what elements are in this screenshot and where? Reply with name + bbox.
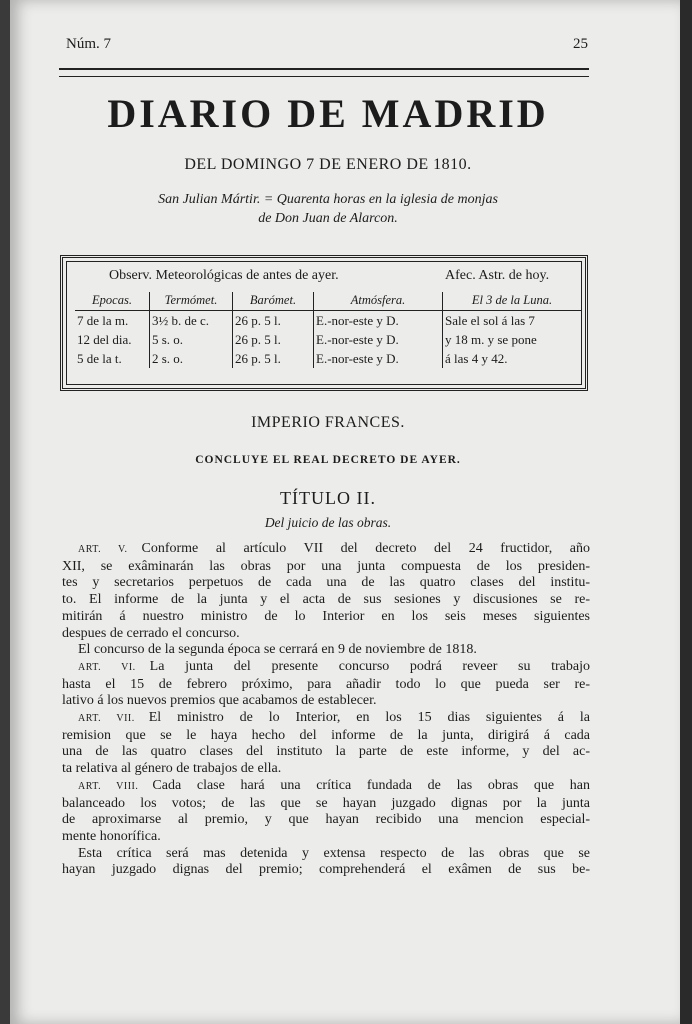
table-row (75, 330, 581, 349)
cell: á las 4 y 42. (443, 349, 582, 368)
page-number: 25 (573, 36, 588, 52)
line-text: tes y secretarios perpetuos de cada una de las quatro clases del institu- (62, 575, 590, 591)
text-line (62, 796, 590, 813)
cell: 12 del dia. (77, 332, 132, 347)
line-text: Conforme al artículo VII del decreto del 24 fructidor, año (141, 541, 590, 556)
text-line (62, 609, 590, 626)
text-line (62, 812, 590, 829)
line-text: El concurso de la segunda época se cerrará en 9 de noviembre de 1818. (78, 642, 477, 658)
section-heading: IMPERIO FRANCES. (251, 414, 405, 431)
line-text: ta relativa al género de trabajos de ella. (62, 761, 282, 777)
line-text: mitirán á nuestro ministro de lo Interior en los seis meses siguientes (62, 608, 590, 624)
saint-line-1: San Julian Mártir. = Quarenta horas en la iglesia de monjas (158, 192, 498, 207)
text-line (62, 541, 590, 559)
text-line (62, 677, 590, 694)
text-line (62, 710, 590, 728)
table-row (75, 349, 581, 368)
text-line (62, 575, 590, 592)
cell: y 18 m. y se pone (443, 330, 582, 349)
line-text: de aproximarse al premio, y que hayan recibido una mencion especial- (62, 812, 590, 828)
text-line (62, 728, 590, 745)
cell: E.-nor-este y D. (314, 330, 443, 349)
weather-heading (67, 268, 581, 288)
page-edge (680, 0, 692, 1024)
weather-table (75, 292, 581, 368)
col-atmosfera: Atmósfera. (314, 292, 443, 311)
line-text: La junta del presente concurso podrá reveer su trabajo (149, 658, 590, 674)
text-line (62, 744, 590, 761)
cell: 5 de la t. (77, 351, 122, 366)
cell: 7 de la m. (77, 313, 129, 328)
weather-heading-left: Observ. Meteorológicas de antes de ayer. (109, 268, 339, 283)
line-text: despues de cerrado el concurso. (62, 625, 240, 641)
cell: 26 p. 5 l. (233, 349, 314, 368)
saint-line-2: de Don Juan de Alarcon. (258, 211, 398, 226)
text-line (62, 862, 590, 879)
header-rule (59, 68, 589, 77)
subtitle-heading: Del juicio de las obras. (264, 515, 392, 530)
text-line (62, 761, 590, 778)
line-text: lativo á los nuevos premios que acabamos de establecer. (62, 693, 377, 709)
line-text: XII, se exâminarán las obras por una junta compuesta de los presiden- (62, 558, 590, 574)
col-epocas: Epocas. (75, 292, 150, 311)
line-text: Cada clase hará una crítica fundada de las obras que han (152, 777, 590, 793)
article-label: ART. VII. (78, 713, 135, 725)
newspaper-page (10, 0, 680, 1024)
col-luna: El 3 de la Luna. (443, 292, 582, 311)
text-line (62, 846, 590, 863)
line-text: mente honorífica. (62, 828, 161, 844)
masthead-title: DIARIO DE MADRID (107, 91, 549, 136)
issue-date: DEL DOMINGO 7 DE ENERO DE 1810. (184, 156, 472, 173)
title-heading: TÍTULO II. (280, 488, 376, 508)
article-label: ART. VIII. (78, 780, 139, 792)
weather-table-box (60, 255, 588, 391)
line-text: balanceado los votos; de las que se hayan juzgado dignas por la junta (62, 795, 590, 811)
cell: 26 p. 5 l. (233, 330, 314, 349)
weather-heading-right: Afec. Astr. de hoy. (445, 268, 550, 283)
cell: 2 s. o. (150, 349, 233, 368)
article-body (62, 541, 590, 879)
text-line (62, 693, 590, 710)
saint-of-day (70, 190, 586, 228)
article-label: ART. VI. (78, 661, 136, 673)
cell: E.-nor-este y D. (314, 311, 443, 331)
text-line (62, 829, 590, 846)
line-text: hayan juzgado dignas del premio; comprehenderá el exâmen de sus be- (62, 862, 590, 878)
text-line (62, 659, 590, 677)
line-text: remision que se le haya hecho del informe de la junta, dirigirá á cada (62, 727, 590, 743)
col-barometro: Barómet. (233, 292, 314, 311)
cell: Sale el sol á las 7 (443, 311, 582, 331)
text-line (62, 559, 590, 576)
col-termometro: Termómet. (150, 292, 233, 311)
text-line (62, 778, 590, 796)
text-line (62, 626, 590, 643)
cell: E.-nor-este y D. (314, 349, 443, 368)
text-line (62, 592, 590, 609)
line-text: El ministro de lo Interior, en los 15 dias siguientes á la (148, 710, 590, 726)
subheading-concluye: CONCLUYE EL REAL DECRETO DE AYER. (195, 454, 461, 466)
line-text: Esta crítica será mas detenida y extensa respecto de las obras que se (78, 845, 590, 861)
issue-number: Núm. 7 (66, 36, 111, 52)
text-line (62, 642, 590, 659)
article-label: ART. V. (78, 544, 128, 555)
table-row (75, 311, 581, 331)
cell: 26 p. 5 l. (233, 311, 314, 331)
line-text: hasta el 15 de febrero próximo, para añadir todo lo que pueda ser re- (62, 676, 590, 692)
line-text: una de las quatro clases del instituto la parte de este informe, y del ac- (62, 744, 590, 760)
line-text: to. El informe de la junta y el acta de sus sesiones y discusiones se re- (62, 592, 590, 608)
cell: 3½ b. de c. (150, 311, 233, 331)
cell: 5 s. o. (150, 330, 233, 349)
